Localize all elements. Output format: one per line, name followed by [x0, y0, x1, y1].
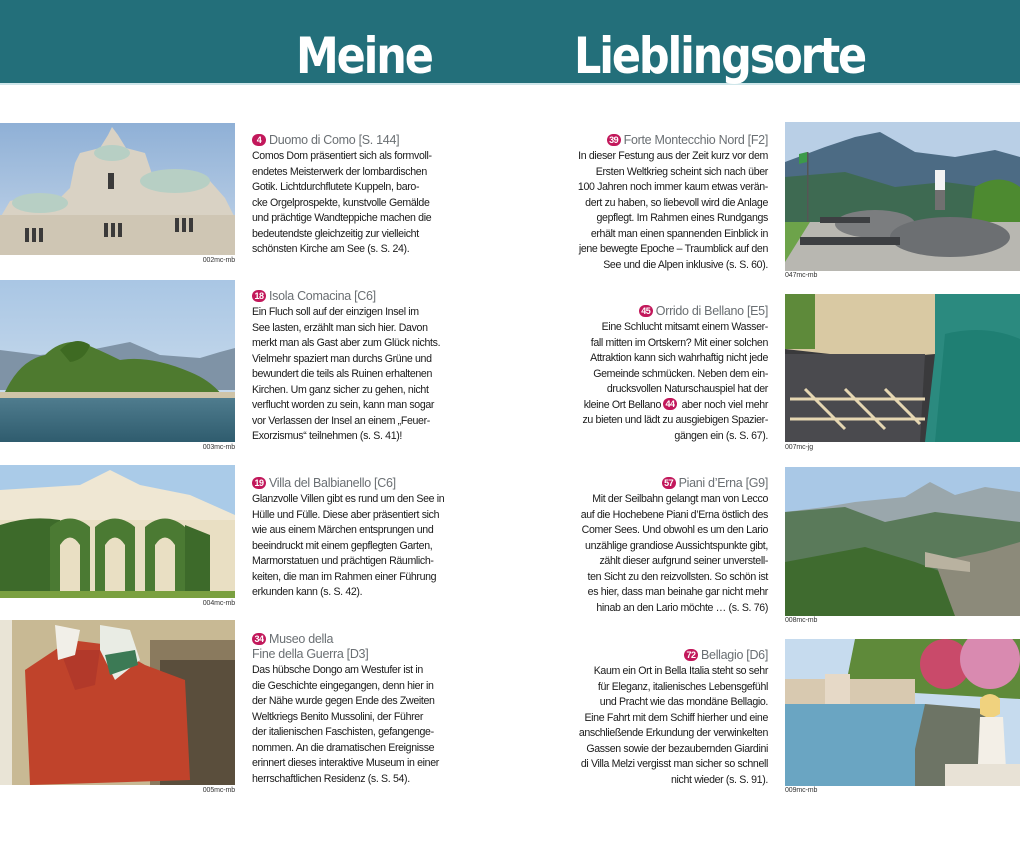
entry-body: [568, 492, 768, 616]
photo-credit: 007mc-jg: [785, 444, 813, 451]
entry-title-text: Piani d’Erna [G9]: [678, 476, 768, 490]
body-line: dert zu haben, so liebevoll wird die Anlage: [585, 196, 768, 209]
photo-bellagio: [785, 639, 1020, 786]
body-line: es hier, dass man beinahe gar nicht mehr: [587, 586, 768, 598]
body-line: Ein Fluch soll auf der einzigen Insel im: [252, 306, 419, 318]
body-line: für Eleganz, italienisches Lebensgefühl: [597, 680, 768, 693]
number-badge: 19: [252, 477, 266, 489]
entry-museo-della-fine-della-guerra: [252, 632, 452, 787]
entry-orrido-di-bellano: [568, 304, 768, 444]
body-line: erhält man einen spannenden Einblick in: [590, 227, 768, 240]
entry-title: [252, 133, 452, 148]
body-line: zählt dieser aufgrund seiner unverstell-: [599, 555, 768, 567]
body-line: verflucht worden zu sein, kann man sogar: [252, 399, 435, 411]
body-line-text: kleine Ort Bellano: [583, 398, 662, 411]
body-line: drucksvollen Naturschauspiel hat der: [606, 383, 768, 395]
body-line: die Geschichte eingegangen, denn hier in: [252, 679, 434, 692]
entry-title: [568, 476, 768, 491]
photo-credit: 005mc-mb: [202, 787, 235, 794]
entry-title-text: Fine della Guerra [D3]: [252, 647, 369, 661]
body-line: Kirchen. Um ganz sicher zu gehen, nicht: [252, 383, 429, 396]
photo-orrido-di-bellano: [785, 294, 1020, 442]
body-line: [568, 398, 768, 414]
page-title-word-1: Meine: [296, 27, 432, 85]
body-line: Mit der Seilbahn gelangt man von Lecco: [592, 493, 768, 505]
body-line: Attraktion kann sich wahrhaftig nicht jede: [590, 352, 768, 364]
entry-forte-montecchio-nord: [568, 133, 768, 273]
body-line: der Nähe wurde gegen Ende des Zweiten: [252, 695, 435, 707]
entry-title-text: Museo della: [269, 632, 334, 646]
photo-museo-della-fine-della-guerra: [0, 620, 235, 785]
entry-title: [252, 632, 452, 662]
body-line: bedeutendste gleichzeitig zur vielleicht: [252, 227, 419, 240]
photo-isola-comacina: [0, 280, 235, 442]
body-line: Kaum ein Ort in Bella Italia steht so sehr: [593, 665, 768, 677]
entry-villa-del-balbianello: [252, 476, 452, 601]
body-line: Comer Sees. Und obwohl es um den Lario: [581, 524, 768, 536]
number-badge: 4: [252, 134, 266, 146]
body-line: Weltkriegs Benito Mussolini, der Führer: [252, 710, 424, 723]
entry-title-text: Bellagio [D6]: [701, 648, 768, 662]
entry-title: [568, 648, 768, 663]
body-line: Eine Fahrt mit dem Schiff hierher und eine: [584, 711, 768, 724]
body-line: In dieser Festung aus der Zeit kurz vor dem: [578, 150, 768, 162]
body-line: merkt man als Gast aber zum Glück nichts.: [252, 337, 441, 349]
entry-piani-derna: [568, 476, 768, 616]
number-badge: 45: [639, 305, 653, 317]
entry-body: [252, 149, 452, 258]
body-line: und prächtige Wandteppiche machen die: [252, 212, 432, 224]
body-line: Glanzvolle Villen gibt es rund um den See in: [252, 493, 445, 505]
body-line: See lasten, erzählt man sich hier. Davon: [252, 321, 428, 334]
body-line: gängen ein (s. S. 67).: [674, 429, 768, 442]
entry-body: [252, 492, 452, 601]
number-badge: 34: [252, 633, 266, 645]
number-badge: 39: [607, 134, 621, 146]
body-line: gepflegt. Im Rahmen eines Rundgangs: [596, 212, 768, 224]
body-line: Vielmehr spaziert man durchs Grüne und: [252, 352, 432, 365]
photo-credit: 003mc-mb: [202, 444, 235, 451]
body-line: anschließende Erkundung der verwinkelten: [578, 727, 768, 739]
body-line: Marmorstatuen und prächtigen Räumlich-: [252, 555, 434, 567]
body-line: Exorzismus“ teilnehmen (s. S. 41)!: [252, 430, 403, 442]
body-line: wie aus einem Märchen entsprungen und: [252, 524, 434, 536]
entry-title-text: Forte Montecchio Nord [F2]: [623, 133, 768, 147]
page-header-banner: [0, 0, 1020, 85]
body-line: Eine Schlucht mitsamt einem Wasser-: [601, 321, 768, 333]
entry-body: [568, 320, 768, 444]
body-line: herrschaftlichen Residenz (s. S. 54).: [252, 772, 410, 785]
photo-credit: 002mc-mb: [202, 257, 235, 264]
body-line-text: aber noch viel mehr: [679, 398, 768, 411]
entry-isola-comacina: [252, 289, 452, 445]
number-badge: 44: [663, 398, 677, 410]
body-line: bewundert die teils als Ruinen erhaltenen: [252, 368, 432, 380]
body-line: di Villa Melzi vergisst man sicher so schnell: [580, 758, 768, 770]
entry-body: [252, 305, 452, 445]
body-line: Gotik. Lichtdurchflutete Kuppeln, baro-: [252, 181, 420, 193]
body-line: fall mitten im Ortskern? Mit einer solchen: [590, 336, 768, 349]
photo-credit: 004mc-mb: [202, 600, 235, 607]
body-line: Ersten Weltkrieg scheint sich nach über: [595, 165, 768, 178]
body-line: und Pracht wie das mondäne Bellagio.: [599, 696, 768, 708]
body-line: Gassen sowie der bezaubernden Giardini: [586, 742, 768, 755]
body-line: zu bieten und lädt zu ausgiebigen Spazier-: [582, 414, 768, 426]
body-line: unzählige grandiose Aussichtspunkte gibt,: [585, 539, 768, 552]
body-line: cke Orgelprospekte, kunstvolle Gemälde: [252, 196, 430, 209]
entry-body: [568, 149, 768, 273]
entry-body: [252, 663, 452, 787]
entry-body: [568, 664, 768, 788]
entry-bellagio: [568, 648, 768, 788]
body-line: schönsten Kirche am See (s. S. 24).: [252, 243, 410, 255]
body-line: auf die Hochebene Piani d’Erna östlich des: [580, 508, 768, 521]
number-badge: 57: [662, 477, 676, 489]
body-line: der italienischen Faschisten, gefangenge-: [252, 726, 434, 738]
entry-title-text: Isola Comacina [C6]: [269, 289, 376, 303]
photo-duomo-di-como: [0, 123, 235, 255]
entry-title-text: Villa del Balbianello [C6]: [269, 476, 396, 490]
page-title-word-2: Lieblingsorte: [574, 27, 866, 85]
body-line: nicht wieder (s. S. 91).: [671, 773, 768, 786]
body-line: keiten, die man im Rahmen einer Führung: [252, 570, 437, 583]
body-line: erinnert dieses interaktive Museum in einer: [252, 757, 439, 769]
number-badge: 72: [684, 649, 698, 661]
entry-title-text: Duomo di Como [S. 144]: [269, 133, 400, 147]
body-line: hinab an den Lario möchte … (s. S. 76): [596, 601, 768, 614]
body-line: See und die Alpen inklusive (s. S. 60).: [603, 258, 768, 271]
photo-credit: 047mc-mb: [785, 272, 818, 279]
body-line: vor Verlassen der Insel an einem „Feuer-: [252, 414, 430, 427]
photo-credit: 009mc-mb: [785, 787, 818, 794]
photo-villa-del-balbianello: [0, 465, 235, 598]
entry-title: [568, 304, 768, 319]
body-line: Das hübsche Dongo am Westufer ist in: [252, 664, 423, 676]
photo-forte-montecchio-nord: [785, 122, 1020, 271]
entry-title-text: Orrido di Bellano [E5]: [655, 304, 768, 318]
body-line: Gemeinde schmücken. Neben dem ein-: [593, 367, 768, 380]
body-line: Comos Dom präsentiert sich als formvoll-: [252, 150, 432, 162]
body-line: 100 Jahren noch immer kaum etwas verän-: [577, 181, 768, 193]
photo-credit: 008mc-mb: [785, 617, 818, 624]
entry-duomo-di-como: [252, 133, 452, 258]
body-line: ten Sicht zu den reizvollsten. So schön ist: [587, 570, 768, 583]
body-line: Hülle und Fülle. Diese aber präsentiert sich: [252, 508, 440, 521]
body-line: beeindruckt mit einem gepflegten Garten,: [252, 539, 433, 552]
photo-piani-derna: [785, 467, 1020, 616]
entry-title: [568, 133, 768, 148]
body-line: nommen. An die dramatischen Ereignisse: [252, 741, 435, 754]
number-badge: 18: [252, 290, 266, 302]
entry-title: [252, 289, 452, 304]
body-line: erkunden kann (s. S. 42).: [252, 586, 363, 598]
body-line: jene bewegte Epoche – Traumblick auf den: [578, 243, 768, 255]
body-line: endetes Meisterwerk der lombardischen: [252, 165, 427, 178]
entry-title: [252, 476, 452, 491]
